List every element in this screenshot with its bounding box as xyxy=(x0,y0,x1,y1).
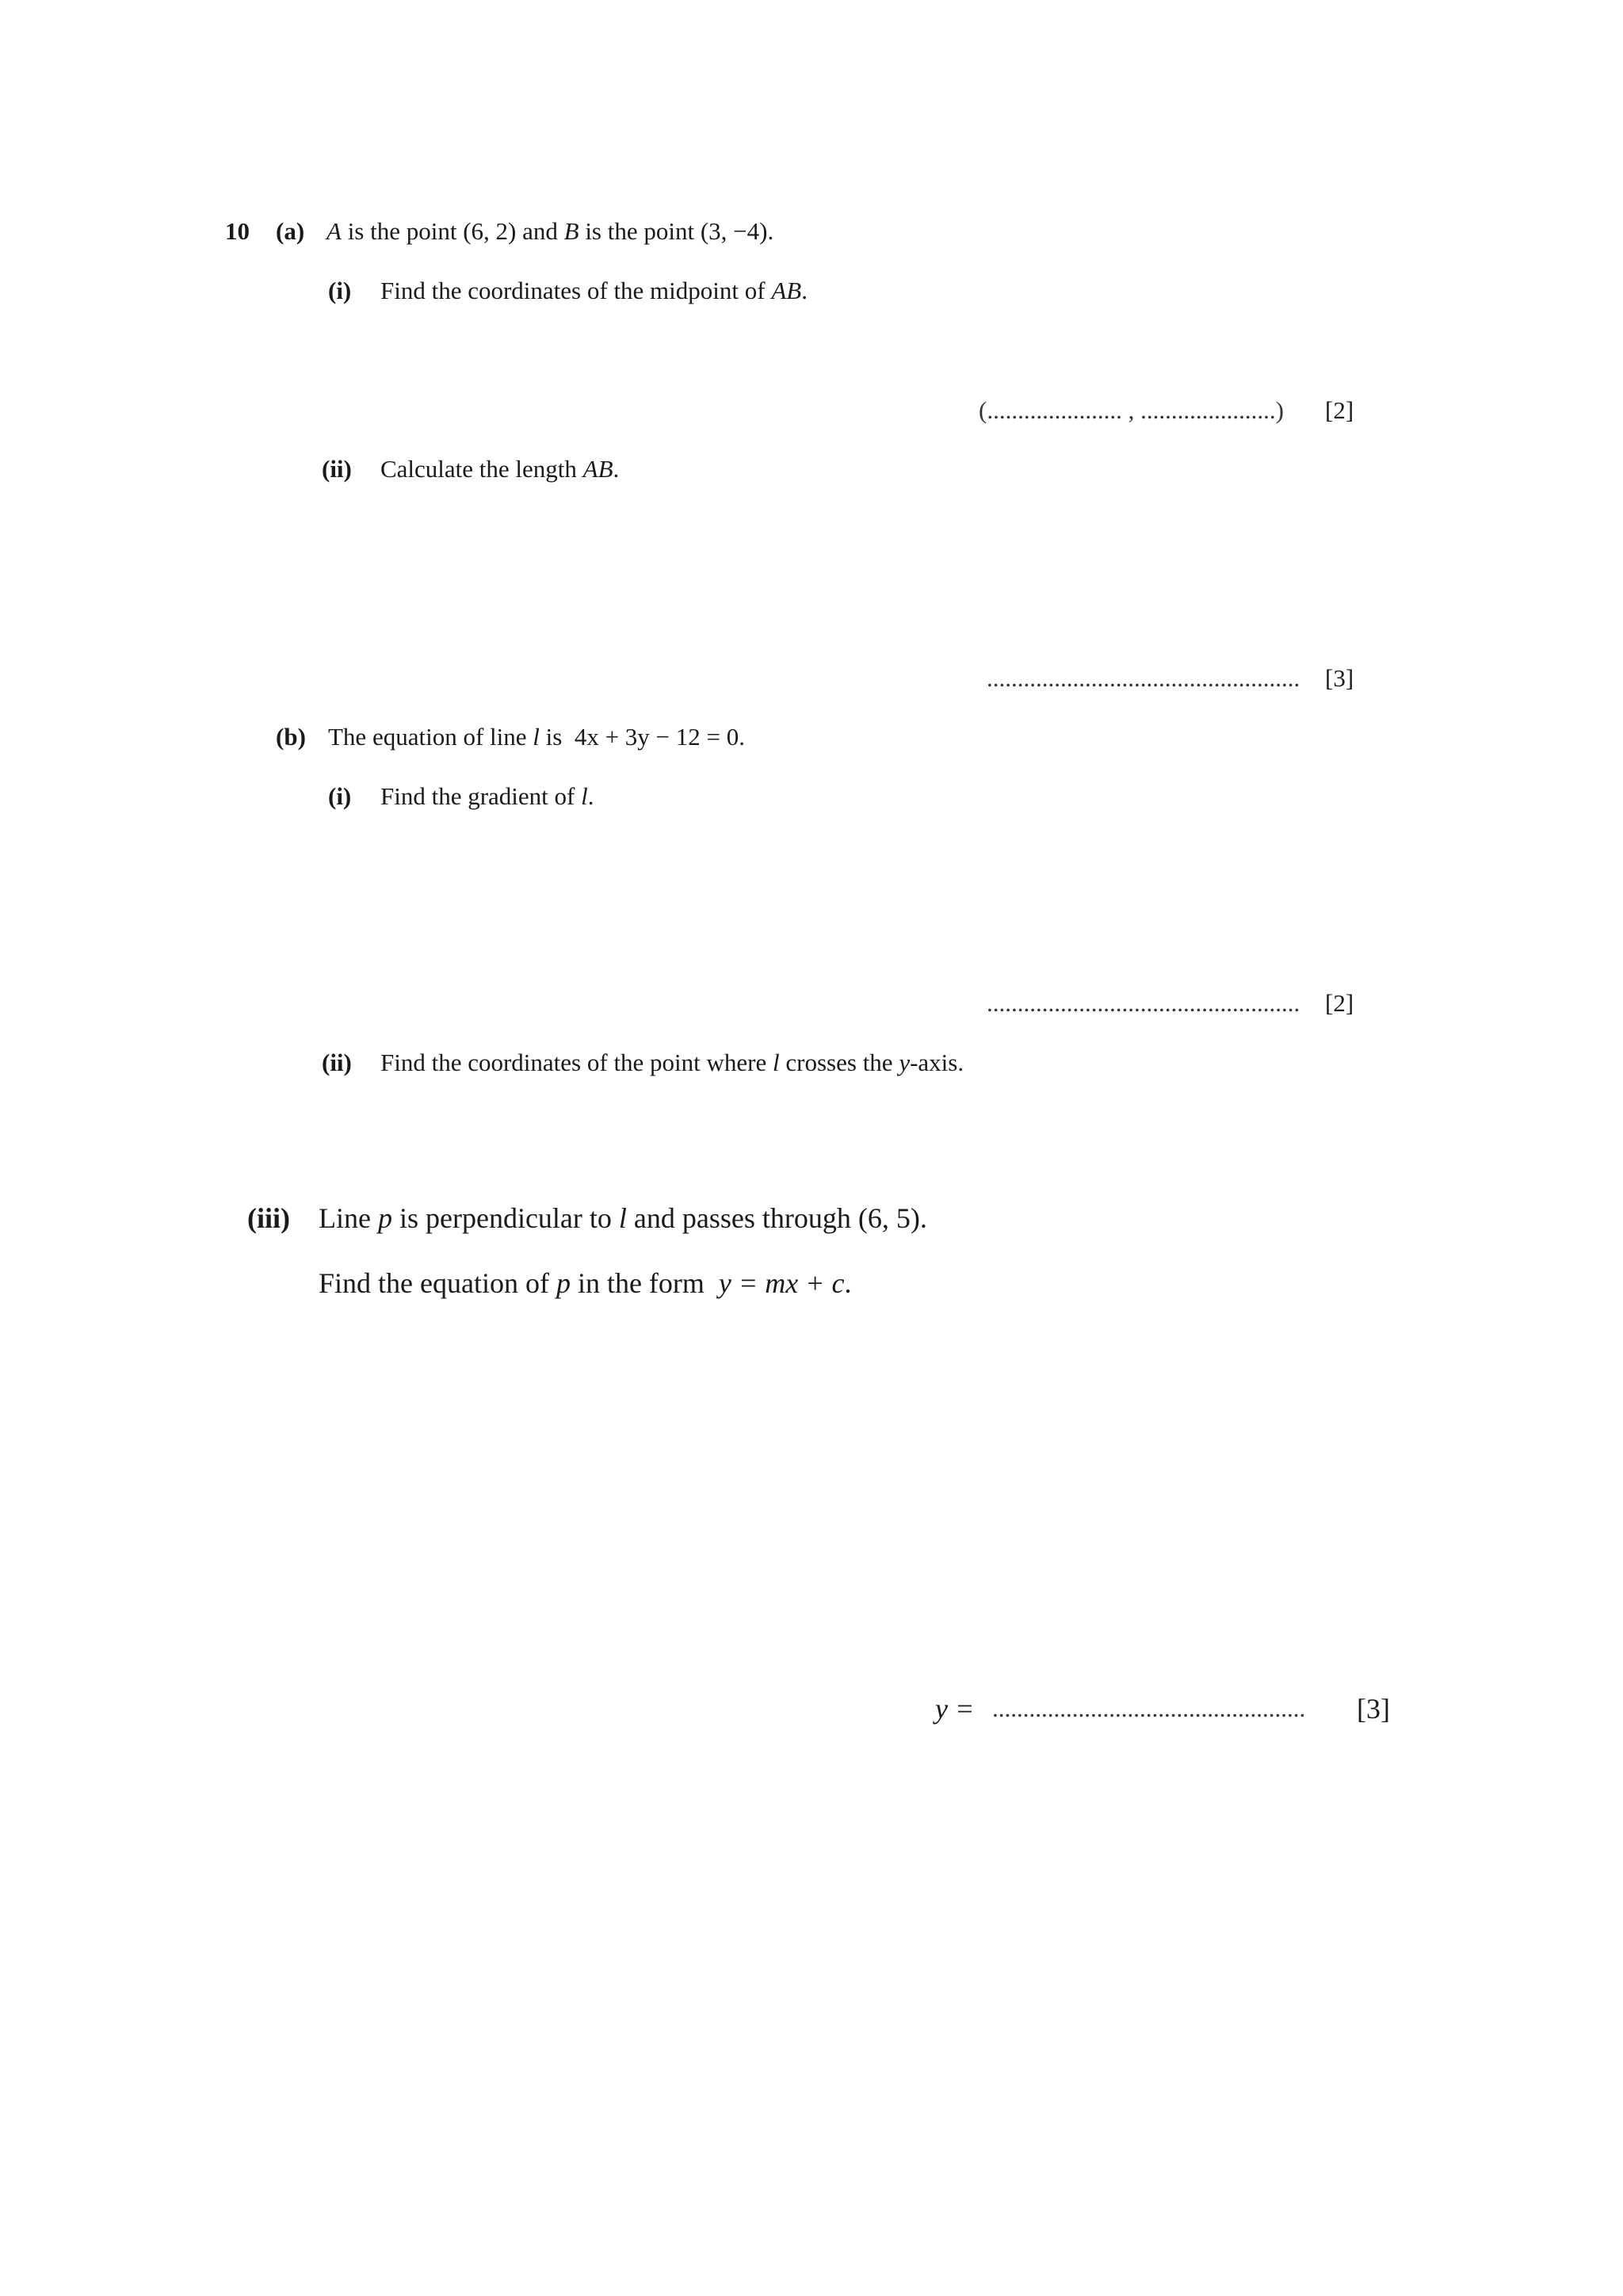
part-b-i-label: (i) xyxy=(328,782,352,810)
part-b-ii-text2: crosses the xyxy=(779,1049,899,1076)
part-b-ii-text xyxy=(380,1050,964,1075)
var-AB: AB xyxy=(582,455,613,483)
part-b-stem xyxy=(328,724,745,749)
part-b-i-text xyxy=(380,784,594,808)
part-a-i-label: (i) xyxy=(328,277,352,304)
part-b-iii-line1-text3: and passes through (6, 5). xyxy=(626,1202,927,1234)
answer-line-b-i[interactable]: ................................................... xyxy=(987,989,1300,1017)
part-b-iii-line1 xyxy=(319,1204,927,1232)
equation-form: y = mx + c xyxy=(718,1267,845,1299)
part-a-ii-text-body: Calculate the length xyxy=(380,455,583,483)
question-number: 10 xyxy=(225,217,250,245)
part-a-label: (a) xyxy=(276,217,305,245)
part-b-iii-line1-text2: is perpendicular to xyxy=(391,1202,619,1234)
part-b-iii-line2-text1: Find the equation of xyxy=(319,1267,556,1299)
part-b-stem-text1: The equation of line xyxy=(328,723,533,751)
part-a-stem-text1: is the point (6, 2) and xyxy=(341,217,564,245)
part-b-iii-label: (iii) xyxy=(247,1202,290,1234)
equation-line-l: 4x + 3y − 12 = 0 xyxy=(574,723,739,751)
var-l: l xyxy=(773,1049,780,1076)
marks-b-iii: [3] xyxy=(1357,1693,1390,1725)
part-a-i-text-end: . xyxy=(801,277,808,304)
var-B: B xyxy=(563,217,579,245)
var-l: l xyxy=(618,1202,627,1234)
part-b-iii-line1-text1: Line xyxy=(319,1202,378,1234)
var-A: A xyxy=(327,217,342,245)
var-p: p xyxy=(556,1267,571,1299)
part-a-ii-label: (ii) xyxy=(322,455,352,483)
part-a-ii-text-end: . xyxy=(613,455,620,483)
var-y: y xyxy=(899,1049,911,1076)
part-b-iii-line2-end: . xyxy=(844,1267,852,1299)
answer-line-b-iii[interactable]: ................................................... xyxy=(992,1694,1306,1722)
part-b-stem-text2: is xyxy=(539,723,569,751)
answer-prefix-b-iii: y = xyxy=(935,1693,975,1725)
part-b-stem-end: . xyxy=(739,723,746,751)
var-l: l xyxy=(533,723,540,751)
answer-line-a-ii[interactable]: ................................................... xyxy=(987,664,1300,692)
part-a-stem-text2: is the point (3, −4). xyxy=(579,217,774,245)
part-a-stem xyxy=(327,219,773,243)
part-b-ii-label: (ii) xyxy=(322,1049,352,1076)
answer-line-a-i[interactable]: (...................... , ......................) xyxy=(979,396,1284,424)
marks-a-i: [2] xyxy=(1325,396,1354,424)
var-AB: AB xyxy=(771,277,802,304)
part-b-i-text-end: . xyxy=(587,782,594,810)
var-p: p xyxy=(377,1202,392,1234)
part-b-iii-line2 xyxy=(319,1269,851,1297)
part-b-ii-text1: Find the coordinates of the point where xyxy=(380,1049,773,1076)
part-b-i-text-body: Find the gradient of xyxy=(380,782,582,810)
part-a-ii-text xyxy=(380,457,619,481)
marks-b-i: [2] xyxy=(1325,989,1354,1017)
part-b-label: (b) xyxy=(276,723,306,751)
marks-a-ii: [3] xyxy=(1325,664,1354,692)
part-a-i-text xyxy=(380,278,808,303)
var-l: l xyxy=(581,782,588,810)
part-b-iii-line2-text2: in the form xyxy=(570,1267,712,1299)
part-b-ii-text3: -axis. xyxy=(910,1049,964,1076)
part-a-i-text-body: Find the coordinates of the midpoint of xyxy=(380,277,772,304)
